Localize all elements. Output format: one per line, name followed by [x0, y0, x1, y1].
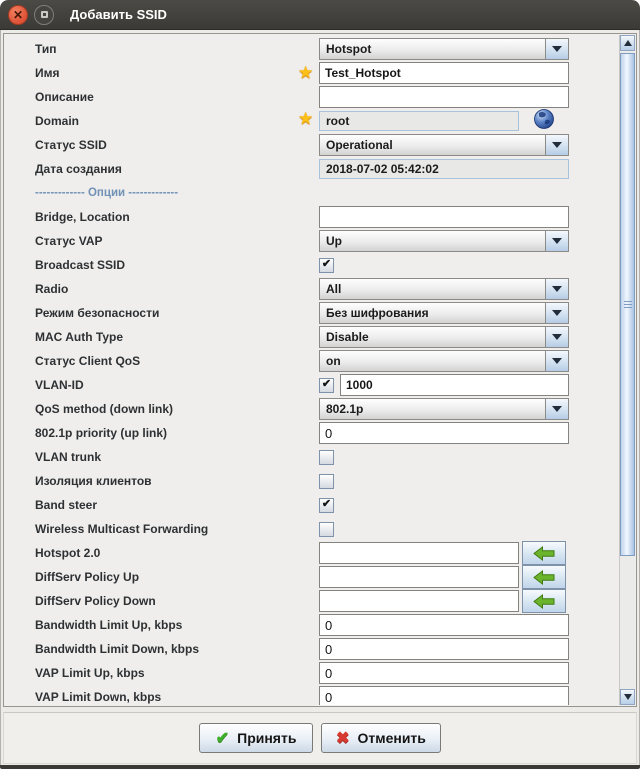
field-label: Имя	[35, 66, 60, 80]
checkmark-icon: ✔	[321, 257, 332, 270]
text-input[interactable]	[319, 662, 569, 684]
field-label: Статус SSID	[35, 138, 107, 152]
field-control	[319, 302, 569, 324]
field-control	[319, 134, 569, 156]
form-row	[5, 685, 619, 705]
form-row	[5, 517, 619, 541]
chevron-down-icon	[552, 310, 562, 316]
green-arrow-left-icon	[533, 546, 555, 561]
accept-check-icon: ✔	[215, 730, 230, 747]
dropdown-value: Без шифрования	[320, 303, 545, 323]
field-control	[319, 541, 569, 565]
dropdown[interactable]	[319, 302, 569, 324]
maximize-icon	[41, 11, 48, 18]
dropdown-value: Disable	[320, 327, 545, 347]
cancel-button-label: Отменить	[357, 730, 426, 746]
accept-button[interactable]	[199, 723, 313, 753]
field-control	[319, 638, 569, 660]
footer-bar	[3, 712, 637, 764]
form-row	[5, 637, 619, 661]
form-row	[5, 445, 619, 469]
options-separator-label: ------------- Опции -------------	[35, 187, 179, 199]
chevron-down-icon	[552, 46, 562, 52]
dropdown[interactable]	[319, 350, 569, 372]
field-control	[319, 86, 569, 108]
text-input[interactable]	[319, 590, 519, 612]
field-label: VLAN-ID	[35, 378, 84, 392]
form-row	[5, 373, 619, 397]
field-label: Radio	[35, 282, 69, 296]
field-label: DiffServ Policy Up	[35, 570, 140, 584]
field-control	[319, 422, 569, 444]
field-control	[298, 62, 569, 84]
field-label: Режим безопасности	[35, 306, 160, 320]
form-row	[5, 397, 619, 421]
field-label: VAP Limit Down, kbps	[35, 690, 162, 704]
field-label: VLAN trunk	[35, 450, 101, 464]
form-row	[5, 109, 619, 133]
window-bottom-border	[0, 765, 640, 769]
scrollbar-thumb[interactable]	[620, 53, 635, 556]
field-control	[319, 159, 569, 179]
form-row	[5, 565, 619, 589]
dropdown-button[interactable]	[545, 399, 568, 419]
scrollbar-up-icon	[624, 40, 632, 46]
field-label: Broadcast SSID	[35, 258, 126, 272]
field-label: 802.1p priority (up link)	[35, 426, 168, 440]
field-control	[319, 258, 569, 273]
text-input[interactable]	[319, 206, 569, 228]
form-row	[5, 493, 619, 517]
chevron-down-icon	[552, 334, 562, 340]
form-row	[5, 325, 619, 349]
green-arrow-left-icon	[533, 570, 555, 585]
field-label: Изоляция клиентов	[35, 474, 152, 488]
field-label: Bridge, Location	[35, 210, 130, 224]
form-row	[5, 37, 619, 61]
field-label: Wireless Multicast Forwarding	[35, 522, 209, 536]
text-input[interactable]	[319, 542, 519, 564]
cancel-button[interactable]	[321, 723, 441, 753]
dropdown-button[interactable]	[545, 327, 568, 347]
globe-icon	[533, 108, 555, 130]
checkbox[interactable]	[319, 258, 334, 273]
dropdown-value: Hotspot	[320, 39, 545, 59]
field-control	[319, 206, 569, 228]
field-label: Hotspot 2.0	[35, 546, 101, 560]
dropdown-value: All	[320, 279, 545, 299]
field-label: MAC Auth Type	[35, 330, 123, 344]
dropdown-value: Operational	[320, 135, 545, 155]
dropdown-button[interactable]	[545, 231, 568, 251]
field-label: QoS method (down link)	[35, 402, 173, 416]
dropdown-value: Up	[320, 231, 545, 251]
dropdown-button[interactable]	[545, 303, 568, 323]
scrollbar-down-button[interactable]	[620, 689, 635, 705]
field-label: Bandwidth Limit Up, kbps	[35, 618, 183, 632]
field-label: Bandwidth Limit Down, kbps	[35, 642, 199, 656]
required-star-icon: ★	[298, 63, 314, 82]
checkbox[interactable]	[319, 522, 334, 537]
dropdown[interactable]	[319, 134, 569, 156]
field-control	[319, 474, 569, 489]
form-row	[5, 277, 619, 301]
field-control	[319, 278, 569, 300]
form-row	[5, 181, 619, 205]
chevron-down-icon	[552, 286, 562, 292]
dropdown[interactable]	[319, 278, 569, 300]
cancel-cross-icon: ✖	[336, 730, 350, 747]
dropdown[interactable]	[319, 230, 569, 252]
chevron-down-icon	[552, 406, 562, 412]
checkbox[interactable]	[319, 378, 334, 393]
text-input[interactable]	[319, 638, 569, 660]
pick-button[interactable]	[522, 541, 566, 565]
text-input[interactable]	[319, 614, 569, 636]
close-icon: ✕	[12, 7, 24, 22]
pick-button[interactable]	[522, 589, 566, 613]
domain-field: root	[319, 111, 519, 131]
field-control	[319, 450, 569, 465]
text-input[interactable]	[319, 686, 569, 705]
scrollbar-down-icon	[624, 694, 632, 700]
text-input[interactable]	[340, 374, 569, 396]
form-row	[5, 613, 619, 637]
form-rows	[5, 35, 619, 705]
scrollbar-up-button[interactable]	[620, 35, 635, 51]
dropdown[interactable]	[319, 38, 569, 60]
accept-button-label: Принять	[237, 730, 297, 746]
dropdown-button[interactable]	[545, 279, 568, 299]
scrollbar-grip	[624, 301, 632, 310]
field-label: Дата создания	[35, 162, 122, 176]
form-row	[5, 133, 619, 157]
vertical-scrollbar[interactable]	[619, 35, 635, 705]
maximize-button[interactable]	[34, 5, 54, 25]
text-input[interactable]	[319, 62, 569, 84]
checkbox[interactable]	[319, 450, 334, 465]
form-row	[5, 589, 619, 613]
form-viewport	[5, 35, 619, 705]
field-control	[319, 614, 569, 636]
form-row	[5, 541, 619, 565]
chevron-down-icon	[552, 142, 562, 148]
form-row	[5, 85, 619, 109]
field-label: Статус VAP	[35, 234, 103, 248]
dropdown-button[interactable]	[545, 39, 568, 59]
field-label: Band steer	[35, 498, 98, 512]
title-bar	[0, 0, 640, 30]
field-control	[319, 686, 569, 705]
dropdown-button[interactable]	[545, 351, 568, 371]
form-row	[5, 61, 619, 85]
dropdown-value: on	[320, 351, 545, 371]
form-row	[5, 205, 619, 229]
close-button[interactable]	[8, 5, 28, 25]
text-input[interactable]	[319, 86, 569, 108]
required-star-icon: ★	[298, 108, 314, 128]
form-row	[5, 157, 619, 181]
pick-button[interactable]	[522, 565, 566, 589]
field-label: DiffServ Policy Down	[35, 594, 156, 608]
form-row	[5, 349, 619, 373]
text-input[interactable]	[319, 566, 519, 588]
field-control	[319, 662, 569, 684]
field-label: Статус Client QoS	[35, 354, 141, 368]
checkmark-icon: ✔	[321, 377, 332, 390]
readonly-field: 2018-07-02 05:42:02	[319, 159, 569, 179]
field-label: Описание	[35, 90, 94, 104]
checkmark-icon: ✔	[321, 497, 332, 510]
form-row	[5, 229, 619, 253]
field-control	[298, 108, 569, 135]
field-control	[319, 230, 569, 252]
field-control	[319, 374, 569, 396]
form-row	[5, 301, 619, 325]
field-control	[319, 350, 569, 372]
field-control	[319, 398, 569, 420]
dropdown-button[interactable]	[545, 135, 568, 155]
field-label: Domain	[35, 114, 80, 128]
field-control	[319, 522, 569, 537]
dropdown[interactable]	[319, 398, 569, 420]
form-row	[5, 421, 619, 445]
globe-button[interactable]	[533, 108, 555, 135]
dropdown[interactable]	[319, 326, 569, 348]
field-control	[319, 326, 569, 348]
field-control	[319, 589, 569, 613]
form-row	[5, 469, 619, 493]
text-input[interactable]	[319, 422, 569, 444]
checkbox[interactable]	[319, 474, 334, 489]
field-control	[319, 498, 569, 513]
chevron-down-icon	[552, 358, 562, 364]
checkbox[interactable]	[319, 498, 334, 513]
green-arrow-left-icon	[533, 594, 555, 609]
field-control	[319, 38, 569, 60]
form-scrollpane	[3, 33, 637, 707]
chevron-down-icon	[552, 238, 562, 244]
form-row	[5, 253, 619, 277]
field-label: VAP Limit Up, kbps	[35, 666, 145, 680]
form-row	[5, 661, 619, 685]
field-control	[319, 565, 569, 589]
field-label: Тип	[35, 42, 57, 56]
dropdown-value: 802.1p	[320, 399, 545, 419]
window-title: Добавить SSID	[70, 7, 167, 22]
